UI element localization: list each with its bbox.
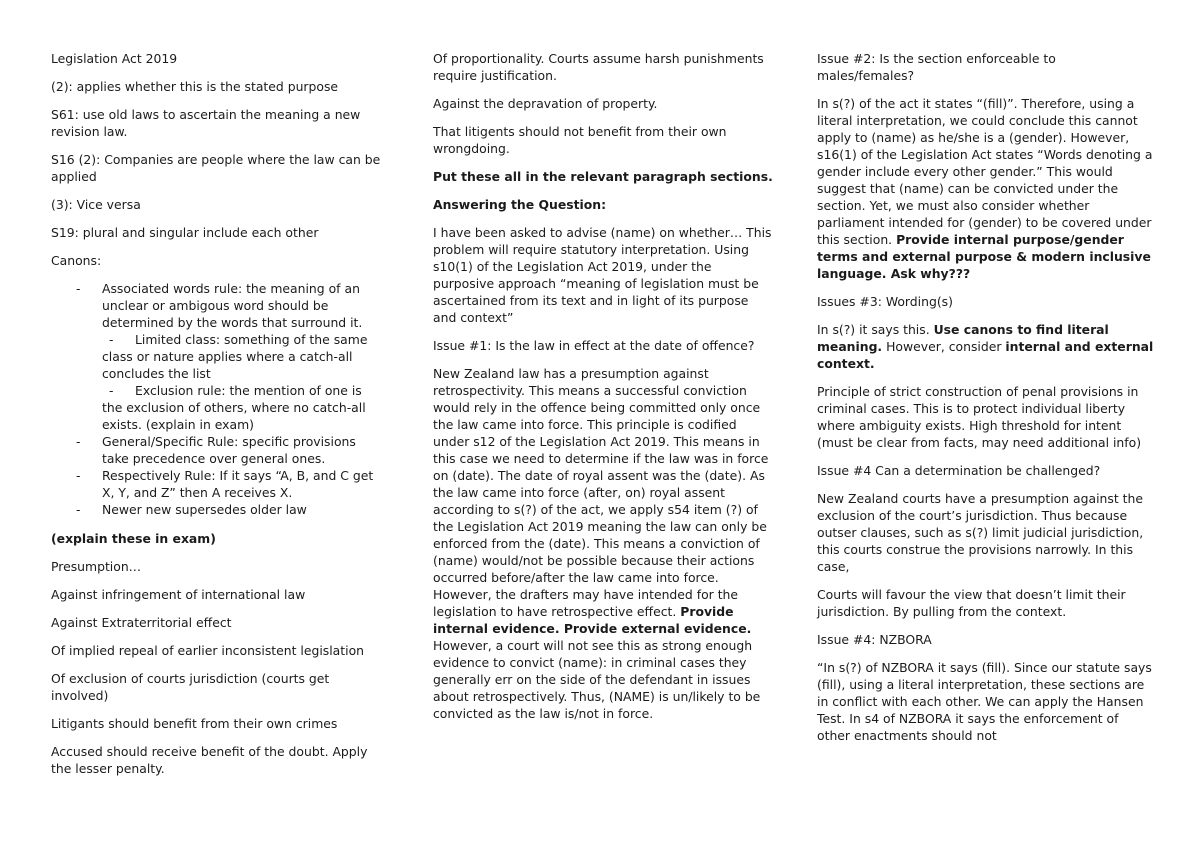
presumption-heading: Presumption… <box>51 559 142 574</box>
nzbora-paragraph <box>817 659 1155 744</box>
note-line: S61: use old laws to ascertain the meaning a new revision law. <box>51 107 361 139</box>
heading-legislation-act: Legislation Act 2019 <box>51 51 178 66</box>
issue-4-nzbora-heading: Issue #4: NZBORA <box>817 632 932 647</box>
list-item: - Limited class: something of the same class or nature applies where a catch-all concludes the list <box>51 331 381 382</box>
retrospectivity-paragraph <box>433 365 773 722</box>
purpose-note: Provide internal purpose/gender terms and external purpose & modern inclusive language. Ask why??? <box>817 232 1151 281</box>
gender-paragraph <box>817 95 1155 282</box>
instruction-note: Put these all in the relevant paragraph sections. <box>433 169 773 184</box>
explain-note: (explain these in exam) <box>51 531 216 546</box>
note-line: Against the depravation of property. <box>433 96 658 111</box>
issue-4-heading: Issue #4 Can a determination be challenged? <box>817 463 1101 478</box>
presumption-item: Against Extraterritorial effect <box>51 615 232 630</box>
canons-list <box>51 280 381 518</box>
wording-paragraph <box>817 321 1155 372</box>
note-line: (2): applies whether this is the stated purpose <box>51 79 339 94</box>
column-1 <box>51 50 381 788</box>
presumption-item: Accused should receive benefit of the doubt. Apply the lesser penalty. <box>51 744 368 776</box>
column-2 <box>433 50 773 733</box>
issue-1-heading: Issue #1: Is the law in effect at the date of offence? <box>433 338 755 353</box>
text-run: However, consider <box>886 339 1002 354</box>
presumption-item: Litigants should benefit from their own crimes <box>51 716 338 731</box>
canons-note: Use canons to find literal meaning. <box>817 322 1109 354</box>
list-item: - General/Specific Rule: specific provisions take precedence over general ones. <box>51 433 381 467</box>
list-item: - Exclusion rule: the mention of one is the exclusion of others, where no catch-all exists. (explain in exam) <box>51 382 381 433</box>
presumption-item: Of implied repeal of earlier inconsistent legislation <box>51 643 365 658</box>
favour-paragraph: Courts will favour the view that doesn’t limit their jurisdiction. By pulling from the context. <box>817 587 1126 619</box>
presumption-item: Against infringement of international law <box>51 587 306 602</box>
note-line: S16 (2): Companies are people where the law can be applied <box>51 152 381 184</box>
text-run: “In s(?) of NZBORA it says (fill). Since our statute says (fill), using a literal interpretation, these sections are in conflict with each other. We can apply the Hansen Test. <box>817 660 1152 726</box>
note-line: (3): Vice versa <box>51 197 141 212</box>
advise-paragraph: I have been asked to advise (name) on whether… This problem will require statutory interpretation. Using s10(1) of the Legislation Act 2019, under the purposive approach “meaning of legislation must be ascertained from its text and in light of its purpose and context” <box>433 225 772 325</box>
text-run: However, a court will not see this as strong enough evidence to convict (name): in criminal cases they generally err on the side of the defendant in issues about retrospectively. Thus, (NAME) is un/likely to be convicted as the law is/not in force. <box>433 638 761 721</box>
issue-2-heading: Issue #2: Is the section enforceable to males/females? <box>817 51 1056 83</box>
presumption-item: Of exclusion of courts jurisdiction (courts get involved) <box>51 671 330 703</box>
text-run: In s(?) of the act it states “(fill)”. Therefore, using a literal interpretation, we could conclude this cannot apply to (name) as he/she is a (gender). However, s16(1) of the Legislation Act states “Words denoting a gender include every other gender.” This would suggest that (name) can be convicted under the section. Yet, we must also consider whether parliament intended for (gender) to be covered under this section. <box>817 96 1153 247</box>
answering-heading: Answering the Question: <box>433 197 607 212</box>
text-run: In s4 of NZBORA it says the enforcement of other enactments should not <box>817 711 1119 743</box>
issue-3-heading: Issues #3: Wording(s) <box>817 294 953 309</box>
column-3 <box>817 50 1155 755</box>
strict-construction-paragraph: Principle of strict construction of penal provisions in criminal cases. This is to protect individual liberty where ambiguity exists. High threshold for intent (must be clear from facts, may need additional info) <box>817 384 1142 450</box>
list-item: - Newer new supersedes older law <box>51 501 381 518</box>
text-run: New Zealand law has a presumption against retrospectivity. This means a successful conviction would rely in the offence being committed only once the law came into force. This principle is codified under s12 of the Legislation Act 2019. This means in this case we need to determine if the law was in force on (date). The date of royal assent was the (date). As the law came into force (after, on) royal assent according to s(?) of the act, we apply s54 item (?) of the Legislation Act 2019 meaning the law can only be enforced from the (date). This means a conviction of (name) would/not be possible because their actions occurred before/after the law came into force. However, the drafters may have intended for the legislation to have retrospective effect. <box>433 366 769 619</box>
text-run: In s(?) it says this. <box>817 322 930 337</box>
evidence-note: Provide internal evidence. Provide external evidence. <box>433 604 752 636</box>
note-line: Of proportionality. Courts assume harsh punishments require justification. <box>433 51 764 83</box>
list-item: - Respectively Rule: If it says “A, B, and C get X, Y, and Z” then A receives X. <box>51 467 381 501</box>
note-line: S19: plural and singular include each other <box>51 225 319 240</box>
jurisdiction-paragraph: New Zealand courts have a presumption against the exclusion of the court’s jurisdiction. Thus because outser clauses, such as s(?) limit judicial jurisdiction, this courts construe the provisions narrowly. In this case, <box>817 491 1144 574</box>
context-note: internal and external context. <box>817 339 1154 371</box>
note-line: That litigents should not benefit from their own wrongdoing. <box>433 124 727 156</box>
canons-heading: Canons: <box>51 253 102 268</box>
list-item: - Associated words rule: the meaning of an unclear or ambigous word should be determined by the words that surround it. <box>51 280 381 331</box>
